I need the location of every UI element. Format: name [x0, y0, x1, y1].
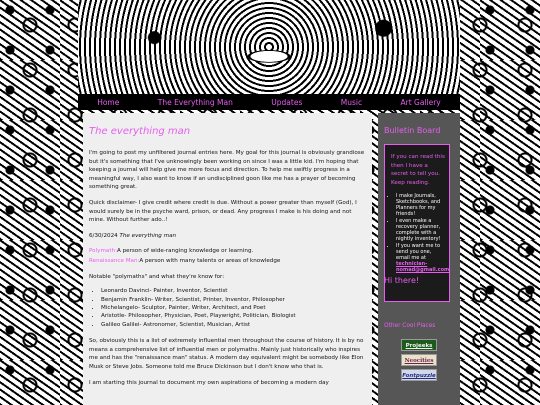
sidebar	[378, 113, 460, 405]
projeeks-button[interactable]: Projeeks	[401, 339, 437, 351]
term-renaissance-man: Renaissance Man:	[89, 257, 140, 264]
nav-updates[interactable]: Updates	[271, 97, 303, 107]
nav-everything-man[interactable]: The Everything Man	[157, 97, 233, 107]
list-item	[396, 243, 450, 273]
fontpuzzle-button[interactable]: Fontpuzzle	[401, 369, 437, 381]
email-prompt: If you want me to send you one, email me at	[396, 243, 441, 261]
list-item: • I make Journals, Sketchbooks, and Planners for my friends!	[396, 193, 446, 217]
list-item: • Aristotle- Philosopher, Physician, Poet, Playwright, Politician, Biologist	[101, 312, 366, 320]
definition-polymath	[89, 247, 366, 256]
definition-renaissance	[89, 257, 366, 266]
main-navbar	[78, 94, 460, 110]
page-title: The everything man	[89, 126, 191, 137]
email-link[interactable]: technician-nomad@gmail.com	[396, 261, 450, 273]
definition-renaissance-text: A person with many talents or areas of knowledge	[139, 257, 281, 264]
hi-there-title: Hi there!	[384, 276, 420, 285]
doodle-banner-image	[78, 0, 460, 94]
notable-heading: Notable "polymaths" and what they're know for:	[89, 273, 225, 280]
intro-paragraph: I'm going to post my unfiltered journal entries here. My goal for this journal is obviously grandiose but it's something that I've unknowingly been working on since I was a little kid. I'm hoping that keeping a journal will help give me more focus and direction. To help me swiftly progress in a meaningful way, I also want to know if an undisciplined goon like me has a prayer of becoming something great.	[89, 150, 365, 191]
list-item: • Galileo Galilei- Astronomer, Scientist, Musician, Artist	[101, 321, 366, 329]
neocities-button[interactable]: Neocities	[401, 354, 437, 366]
bulletin-list	[396, 193, 450, 273]
journal-paragraph: I am starting this journal to document my own aspirations of becoming a modern day	[89, 379, 329, 386]
influence-paragraph: So, obviously this is a list of extremely influential men throughout the course of history. It is by no means a comprehensive list of influential men or polymaths. Mainly just historically who inspires me and has the "renaissance man" status. A modern day equivalent might be somebody like Elon Musk or Steve Jobs. Someone told me Bruce Dickinson but I don't know who that is.	[89, 338, 364, 370]
definition-polymath-text: A person of wide-ranging knowledge or learning.	[116, 248, 254, 255]
cool-places-heading: Other Cool Places	[384, 323, 436, 329]
nav-art-gallery[interactable]: Art Gallery	[400, 97, 441, 107]
nav-home[interactable]: Home	[97, 97, 120, 107]
entry-date-line	[89, 232, 366, 241]
bulletin-board-title: Bulletin Board	[384, 126, 441, 135]
list-item: • Leonardo Davinci- Painter, Inventor, Scientist	[101, 287, 366, 295]
nav-music[interactable]: Music	[340, 97, 363, 107]
entry-title: The everything man	[119, 232, 177, 239]
term-polymath: Polymath:	[89, 248, 117, 255]
secret-text: If you can read this then I have a secret to tell you. Keep reading.	[391, 154, 445, 186]
entry-date: 6/30/2024	[89, 232, 118, 239]
list-item: • Michelangelo- Sculptor, Painter, Writer, Architect, and Poet	[101, 304, 366, 312]
disclaimer-paragraph: Quick disclaimer- I give credit where credit is due. Without a power greater than myself (God), I would surely be in the psyche ward, prison, or dead. Any progress I make is his doing and not mine. Without further ado..!	[89, 199, 357, 224]
polymath-list	[101, 287, 366, 329]
main-content	[83, 113, 372, 405]
list-item: • Benjamin Franklin- Writer, Scientist, Printer, Inventor, Philosopher	[101, 296, 366, 304]
link-buttons	[401, 339, 437, 384]
list-item: • I even make a recovery planner, complete with a nightly inventory!	[396, 218, 446, 242]
